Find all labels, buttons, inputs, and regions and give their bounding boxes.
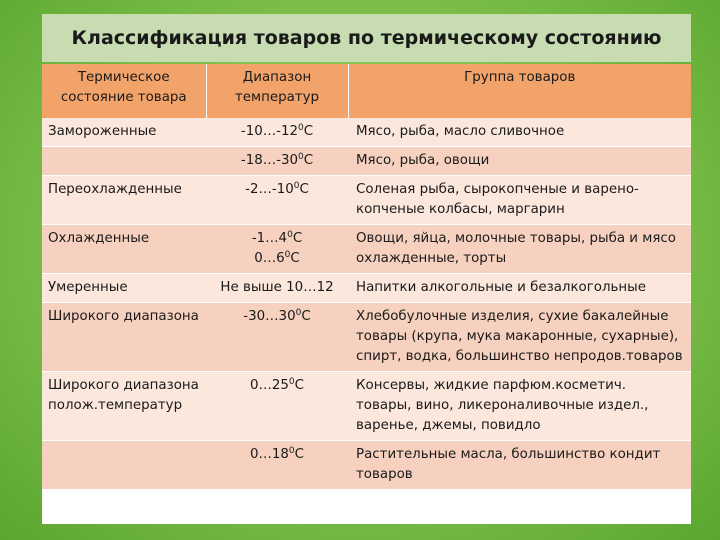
cell-state: Умеренные bbox=[42, 274, 206, 303]
cell-group: Растительные масла, большинство кондит товаров bbox=[348, 441, 691, 490]
cell-range: $-18\dots-30^0C$ bbox=[206, 147, 348, 176]
table-row bbox=[42, 441, 691, 490]
cell-range: $0\dots 18^0C$ bbox=[206, 441, 348, 490]
cell-group: Напитки алкогольные и безалкогольные bbox=[348, 274, 691, 303]
cell-group: Хлебобулочные изделия, сухие бакалейные товары (крупа, мука макаронные, сухарные), спирт, водка, большинство непродов.товаров bbox=[348, 303, 691, 372]
cell-group: Мясо, рыба, овощи bbox=[348, 147, 691, 176]
cell-range: $-10\dots-12^0C$ bbox=[206, 118, 348, 147]
table-row bbox=[42, 225, 691, 274]
cell-state: Охлажденные bbox=[42, 225, 206, 274]
header-range: Диапазон температур bbox=[206, 64, 348, 118]
cell-group: Мясо, рыба, масло сливочное bbox=[348, 118, 691, 147]
classification-table bbox=[42, 64, 691, 524]
table-row bbox=[42, 147, 691, 176]
cell-range: $0\dots 25^0C$ bbox=[206, 372, 348, 441]
header-state: Термическое состояние товара bbox=[42, 64, 206, 118]
cell-state: Широкого диапазона bbox=[42, 303, 206, 372]
cell-group: Овощи, яйца, молочные товары, рыба и мясо охлажденные, торты bbox=[348, 225, 691, 274]
cell-range: Не выше 10…12 bbox=[206, 274, 348, 303]
cell-state: Замороженные bbox=[42, 118, 206, 147]
table-row bbox=[42, 118, 691, 147]
cell-group: Соленая рыба, сырокопченые и варено-копченые колбасы, маргарин bbox=[348, 176, 691, 225]
table-header-row bbox=[42, 64, 691, 118]
cell-range: $-30\dots 30^0C$ bbox=[206, 303, 348, 372]
table-row bbox=[42, 274, 691, 303]
cell-state bbox=[42, 441, 206, 490]
cell-state: Переохлажденные bbox=[42, 176, 206, 225]
cell-state: Широкого диапазона полож.температур bbox=[42, 372, 206, 441]
header-group: Группа товаров bbox=[348, 64, 691, 118]
page-title: Классификация товаров по термическому состоянию bbox=[42, 14, 691, 62]
table-row bbox=[42, 372, 691, 441]
cell-group: Консервы, жидкие парфюм.косметич. товары, вино, ликероналивочные издел., варенье, джемы, повидло bbox=[348, 372, 691, 441]
cell-range: $-2\dots-10^0C$ bbox=[206, 176, 348, 225]
table-row bbox=[42, 303, 691, 372]
cell-state bbox=[42, 147, 206, 176]
cell-range: $-1\dots 4^0C$ $0\dots 6^0C$ bbox=[206, 225, 348, 274]
table-row bbox=[42, 176, 691, 225]
